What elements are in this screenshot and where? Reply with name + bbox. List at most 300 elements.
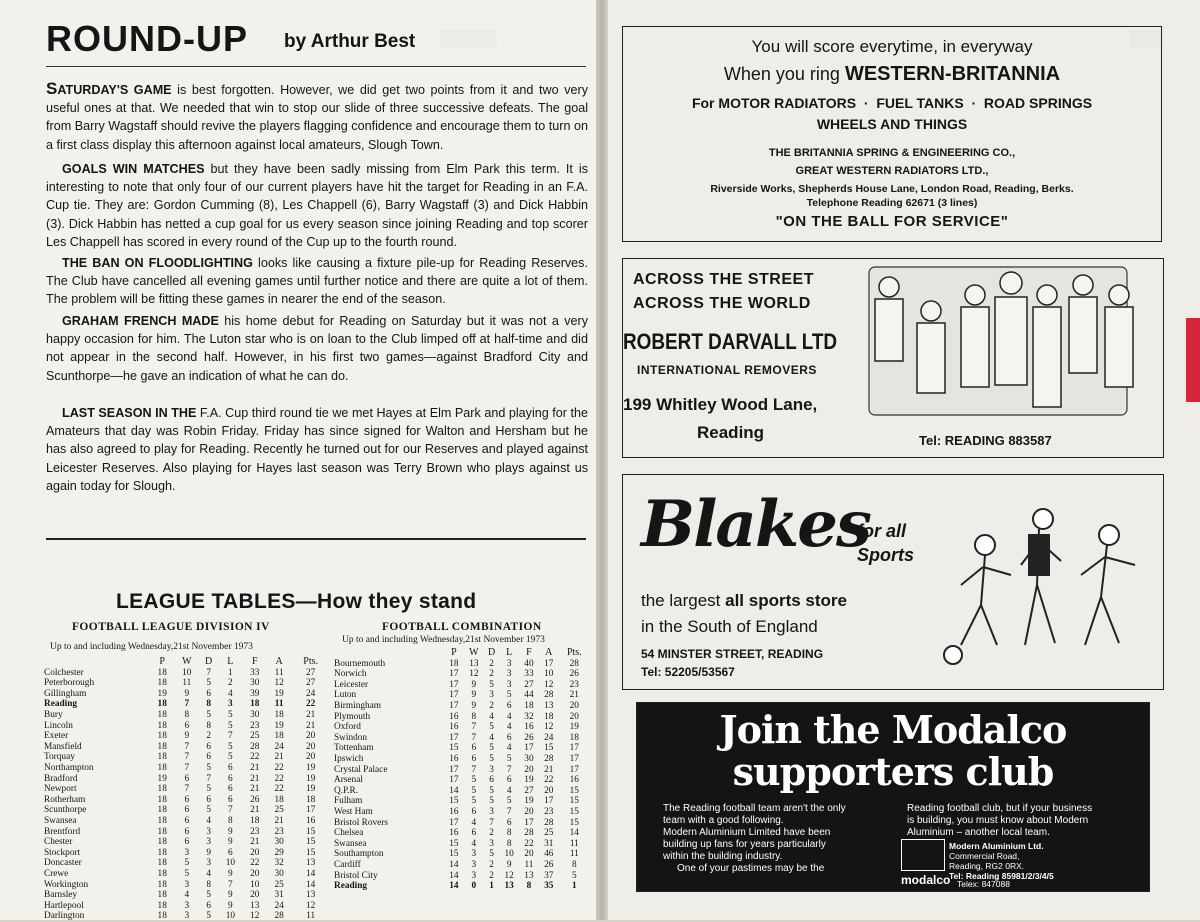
stat-cell: 6 — [471, 828, 477, 839]
roundup-byline: by Arthur Best — [284, 31, 416, 52]
team-name: Stockport — [44, 847, 81, 858]
stat-cell: 28 — [569, 658, 579, 669]
stat-cell: 18 — [274, 731, 284, 742]
stat-cell: 20 — [250, 890, 260, 901]
stat-cell: 2 — [228, 678, 233, 689]
para-text: but they have been sadly missing from Elm Park this term. It is interesting to note that only four of our current players have hit the target for Reading in an F.A. Cup tie. They are: Gordon Cumming (8), Les Chappell (6), Barry Wagstaff (3) and Dick Habbin (3). Dick Habbin has netted a cup goal for us every season since joining Reading and top scorer Les Chappell has scored in every round of the Cup up to the fourth round. — [46, 162, 588, 249]
stat-cell: 28 — [250, 741, 260, 752]
para-text: looks like causing a fixture pile-up for Reading Reserves. The Club have cancelled all evening games until further notice and there are quite a lot of them. The problem will be fitting these games in nearer the end of the season. — [46, 256, 588, 307]
stat-cell: 23 — [544, 806, 554, 817]
stat-cell: 18 — [274, 710, 284, 721]
team-name: Birmingham — [334, 701, 381, 712]
stat-cell: 18 — [157, 678, 167, 689]
stat-cell: 8 — [506, 828, 512, 839]
ad-text: the largest — [641, 591, 721, 610]
stat-cell: 15 — [569, 806, 579, 817]
col-header: F — [251, 656, 258, 668]
stat-cell: 5 — [506, 753, 512, 764]
stat-cell: 2 — [206, 731, 211, 742]
table-row — [44, 731, 330, 742]
stat-cell: 3 — [184, 900, 190, 911]
stat-cell: 26 — [544, 859, 554, 870]
stat-cell: 9 — [228, 837, 233, 848]
stat-cell: 13 — [524, 870, 534, 881]
roundup-para-4 — [46, 312, 588, 385]
stat-cell: 5 — [206, 890, 211, 901]
stat-cell: 15 — [544, 743, 554, 754]
stat-cell: 11 — [524, 859, 534, 870]
stat-cell: 6 — [184, 826, 190, 837]
stat-cell: 5 — [489, 722, 494, 733]
stat-cell: 14 — [449, 881, 459, 892]
stat-cell: 13 — [306, 858, 316, 869]
modalco-headline: Join the Modalco — [719, 707, 1067, 752]
stat-cell: 8 — [506, 838, 512, 849]
team-name: Q.P.R. — [334, 785, 359, 796]
western-britannia-ad — [622, 26, 1165, 242]
col-header: W — [469, 647, 479, 659]
stat-cell: 17 — [449, 775, 459, 786]
table-row — [334, 765, 590, 776]
ad-text: FUEL TANKS — [876, 95, 964, 111]
table-row — [44, 837, 330, 848]
stat-cell: 3 — [489, 690, 494, 701]
stat-cell: 19 — [306, 784, 316, 795]
ad-line: for all — [857, 521, 907, 541]
stat-cell: 26 — [250, 794, 260, 805]
stat-cell: 21 — [250, 805, 260, 816]
stat-cell: 20 — [569, 711, 579, 722]
blakes-ad — [622, 474, 1164, 690]
ad-line — [623, 63, 1161, 86]
stat-cell: 11 — [182, 678, 192, 689]
stat-cell: 30 — [274, 868, 284, 879]
stat-cell: 22 — [274, 773, 284, 784]
stat-cell: 16 — [449, 828, 459, 839]
team-name: Oxford — [334, 722, 361, 733]
team-name: Plymouth — [334, 711, 371, 722]
stat-cell: 18 — [157, 720, 167, 731]
stat-cell: 5 — [206, 678, 211, 689]
stat-cell: 15 — [449, 743, 459, 754]
stat-cell: 37 — [544, 870, 554, 881]
stat-cell: 4 — [471, 817, 477, 828]
stat-cell: 28 — [544, 690, 554, 701]
stat-cell: 16 — [524, 722, 534, 733]
col-header: A — [545, 647, 553, 659]
stat-cell: 10 — [504, 849, 514, 860]
roundup-para-5 — [46, 404, 588, 495]
ad-line: INTERNATIONAL REMOVERS — [637, 363, 817, 377]
stat-cell: 3 — [206, 837, 211, 848]
roundup-para-2 — [46, 160, 588, 251]
stat-cell: 2 — [489, 859, 494, 870]
stat-cell: 18 — [157, 762, 167, 773]
modalco-logo: modalco — [901, 873, 951, 887]
table-row — [334, 839, 590, 850]
stat-cell: 20 — [524, 849, 534, 860]
stat-cell: 12 — [250, 911, 260, 922]
ad-line: ACROSS THE STREET — [633, 271, 814, 288]
table-row — [44, 752, 330, 763]
table-row — [44, 721, 330, 732]
stat-cell: 6 — [471, 753, 477, 764]
stat-cell: 14 — [306, 879, 316, 890]
company-name: ROBERT DARVALL LTD — [623, 329, 838, 354]
telex: Telex: 847088 — [957, 879, 1010, 889]
table-row — [44, 879, 330, 890]
team-name: Northampton — [44, 762, 94, 773]
stat-cell: 19 — [306, 762, 316, 773]
ad-phone: Tel: Reading 85981/2/3/4/5 — [949, 871, 1054, 881]
ad-line: Telephone Reading 62671 (3 lines) — [806, 197, 978, 209]
stat-cell: 2 — [489, 669, 494, 680]
ad-text: ROAD SPRINGS — [983, 95, 1093, 111]
copy-line: within the building industry. — [663, 851, 783, 862]
col-header: P — [451, 647, 457, 659]
stat-cell: 29 — [274, 847, 284, 858]
stat-cell: 6 — [228, 762, 233, 773]
stat-cell: 5 — [471, 796, 477, 807]
stat-cell: 21 — [306, 710, 316, 721]
table-row — [44, 901, 330, 912]
team-name: Swindon — [334, 732, 368, 743]
table-row — [44, 784, 330, 795]
stat-cell: 25 — [274, 805, 284, 816]
stat-cell: 39 — [250, 688, 260, 699]
stat-cell: 10 — [250, 879, 260, 890]
stat-cell: 21 — [274, 752, 284, 763]
table-row — [334, 786, 590, 797]
stat-cell: 18 — [157, 858, 167, 869]
stat-cell: 12 — [274, 678, 284, 689]
stat-cell: 4 — [206, 815, 211, 826]
table-row — [44, 699, 330, 710]
team-name: Ipswich — [334, 753, 364, 764]
stat-cell: 8 — [206, 879, 211, 890]
table-row — [334, 807, 590, 818]
ad-phone: Tel: 52205/53567 — [641, 665, 735, 679]
stat-cell: 25 — [544, 828, 554, 839]
stat-cell: 9 — [471, 679, 477, 690]
stat-cell: 5 — [489, 753, 494, 764]
copy-line: Aluminium – another local team. — [907, 827, 1050, 838]
ad-line — [641, 591, 847, 611]
stat-cell: 15 — [306, 826, 316, 837]
stat-cell: 16 — [569, 775, 579, 786]
col-header: F — [526, 647, 532, 659]
team-name: Hartlepool — [44, 900, 84, 911]
stat-cell: 13 — [469, 658, 479, 669]
stat-cell: 3 — [184, 879, 190, 890]
stat-cell: 3 — [184, 847, 190, 858]
stat-cell: 21 — [250, 762, 260, 773]
team-name: Workington — [44, 879, 89, 890]
stat-cell: 32 — [524, 711, 534, 722]
div4-subtitle: Up to and including Wednesday,21st November 1973 — [50, 642, 253, 652]
stat-cell: 18 — [157, 868, 167, 879]
stat-cell: 30 — [524, 753, 534, 764]
stat-cell: 21 — [569, 690, 579, 701]
stat-cell: 17 — [306, 805, 316, 816]
stat-cell: 13 — [250, 900, 260, 911]
stat-cell: 1 — [228, 667, 233, 678]
stat-cell: 12 — [544, 679, 554, 690]
stat-cell: 6 — [471, 806, 477, 817]
roundup-title: ROUND-UP — [46, 18, 248, 59]
stat-cell: 8 — [184, 710, 190, 721]
stat-cell: 4 — [228, 688, 233, 699]
stat-cell: 10 — [544, 669, 554, 680]
stat-cell: 14 — [449, 870, 459, 881]
stat-cell: 17 — [449, 679, 459, 690]
stat-cell: 27 — [524, 785, 534, 796]
stat-cell: 7 — [228, 879, 233, 890]
stat-cell: 22 — [250, 858, 260, 869]
stat-cell: 7 — [471, 732, 477, 743]
stat-cell: 6 — [184, 837, 190, 848]
stat-cell: 4 — [506, 785, 512, 796]
stat-cell: 7 — [471, 764, 477, 775]
stat-cell: 21 — [250, 773, 260, 784]
modalco-logo-mark — [901, 839, 945, 871]
stat-cell: 8 — [206, 720, 211, 731]
team-name: Norwich — [334, 669, 367, 680]
stat-cell: 22 — [250, 752, 260, 763]
stat-cell: 5 — [571, 870, 577, 881]
stat-cell: 18 — [157, 879, 167, 890]
stat-cell: 7 — [228, 731, 233, 742]
stat-cell: 13 — [504, 881, 514, 892]
table-row — [44, 816, 330, 827]
stat-cell: 6 — [206, 741, 211, 752]
stat-cell: 4 — [489, 711, 494, 722]
combination-table — [334, 648, 590, 892]
team-name: Chester — [44, 837, 73, 848]
footballers-illustration — [931, 505, 1151, 675]
stat-cell: 14 — [449, 859, 459, 870]
stat-cell: 19 — [157, 688, 167, 699]
stat-cell: 18 — [250, 699, 260, 710]
stat-cell: 19 — [274, 688, 284, 699]
stat-cell: 12 — [469, 669, 479, 680]
stat-cell: 5 — [184, 858, 190, 869]
table-row — [44, 668, 330, 679]
table-row — [334, 733, 590, 744]
team-name: Crystal Palace — [334, 764, 388, 775]
stat-cell: 3 — [471, 859, 477, 870]
team-name: Tottenham — [334, 743, 374, 754]
stat-cell: 30 — [250, 678, 260, 689]
team-name: Darlington — [44, 911, 85, 922]
team-name: Arsenal — [334, 775, 363, 786]
roundup-para-1 — [46, 80, 588, 154]
copy-line: Reading football club, but if your business — [907, 803, 1093, 814]
combination-subtitle: Up to and including Wednesday,21st November 1973 — [342, 635, 545, 645]
col-header: Pts. — [303, 656, 319, 668]
team-name: Bristol Rovers — [334, 817, 388, 828]
ad-text: When you ring — [723, 64, 840, 84]
stat-cell: 4 — [506, 743, 512, 754]
stat-cell: 7 — [489, 817, 494, 828]
team-name: Mansfield — [44, 741, 82, 752]
stat-cell: 6 — [506, 775, 512, 786]
stat-cell: 40 — [524, 658, 534, 669]
ad-line: For MOTOR RADIATORS · FUEL TANKS · ROAD SPRINGS — [691, 95, 1093, 111]
stat-cell: 2 — [489, 828, 494, 839]
stat-cell: 2 — [489, 658, 494, 669]
stat-cell: 18 — [157, 699, 167, 710]
team-name: Chelsea — [334, 828, 364, 839]
robert-darvall-ad — [622, 258, 1164, 458]
stat-cell: 17 — [449, 690, 459, 701]
para-text: his home debut for Reading on Saturday but it was not a very happy occasion for him. The Luton star who is on loan to the Club limped off at half-time and did not appear in the second half. However, in his first two games—against Bradford City and Scunthorpe—he gave an indication of what he can do. — [46, 314, 588, 383]
table-row — [334, 818, 590, 829]
stat-cell: 22 — [306, 699, 316, 710]
stat-cell: 17 — [569, 764, 579, 775]
stat-cell: 18 — [274, 794, 284, 805]
stat-cell: 18 — [569, 732, 579, 743]
stat-cell: 18 — [250, 815, 260, 826]
team-name: Gillingham — [44, 688, 87, 699]
stat-cell: 2 — [489, 870, 494, 881]
col-header: W — [182, 656, 192, 668]
section-rule — [46, 538, 586, 540]
stat-cell: 15 — [569, 785, 579, 796]
stat-cell: 4 — [489, 732, 494, 743]
table-row — [334, 712, 590, 723]
stat-cell: 5 — [489, 785, 494, 796]
stat-cell: 21 — [274, 815, 284, 826]
stat-cell: 13 — [544, 701, 554, 712]
stat-cell: 26 — [524, 732, 534, 743]
stat-cell: 15 — [449, 796, 459, 807]
table-header-row — [44, 657, 330, 668]
stat-cell: 9 — [184, 688, 190, 699]
stat-cell: 15 — [306, 847, 316, 858]
table-row — [334, 659, 590, 670]
stat-cell: 15 — [449, 838, 459, 849]
stat-cell: 18 — [544, 711, 554, 722]
stat-cell: 3 — [506, 679, 512, 690]
stat-cell: 9 — [228, 900, 233, 911]
col-header: P — [159, 656, 165, 668]
stat-cell: 18 — [157, 815, 167, 826]
stat-cell: 3 — [489, 764, 494, 775]
blakes-logo: Blakes — [641, 487, 870, 562]
stat-cell: 5 — [489, 743, 494, 754]
stat-cell: 3 — [506, 658, 512, 669]
team-name: Newport — [44, 784, 77, 795]
stat-cell: 5 — [228, 720, 233, 731]
stat-cell: 9 — [228, 826, 233, 837]
stat-cell: 18 — [157, 667, 167, 678]
stat-cell: 14 — [569, 828, 579, 839]
stat-cell: 4 — [506, 722, 512, 733]
stat-cell: 19 — [524, 775, 534, 786]
stat-cell: 6 — [506, 701, 512, 712]
stat-cell: 18 — [157, 847, 167, 858]
table-row — [44, 858, 330, 869]
stat-cell: 2 — [489, 701, 494, 712]
combination-heading: FOOTBALL COMBINATION — [382, 621, 542, 633]
stat-cell: 5 — [489, 849, 494, 860]
stat-cell: 17 — [524, 817, 534, 828]
stat-cell: 25 — [250, 731, 260, 742]
stat-cell: 28 — [544, 817, 554, 828]
stat-cell: 17 — [449, 732, 459, 743]
stat-cell: 9 — [206, 847, 211, 858]
stat-cell: 11 — [274, 699, 284, 710]
stat-cell: 3 — [228, 699, 233, 710]
stat-cell: 27 — [306, 667, 316, 678]
stat-cell: 16 — [449, 722, 459, 733]
div4-table — [44, 657, 330, 922]
ad-address: 199 Whitley Wood Lane, — [623, 395, 818, 414]
col-header: Pts. — [566, 647, 582, 659]
stat-cell: 32 — [274, 858, 284, 869]
stat-cell: 23 — [274, 826, 284, 837]
table-row — [334, 690, 590, 701]
stat-cell: 44 — [524, 690, 534, 701]
stat-cell: 3 — [489, 806, 494, 817]
table-header-row — [334, 648, 590, 659]
stat-cell: 20 — [306, 741, 316, 752]
stat-cell: 12 — [544, 722, 554, 733]
table-row — [44, 710, 330, 721]
stat-cell: 17 — [449, 764, 459, 775]
stat-cell: 21 — [544, 764, 554, 775]
stat-cell: 4 — [471, 838, 477, 849]
stat-cell: 16 — [449, 806, 459, 817]
stat-cell: 18 — [157, 837, 167, 848]
stat-cell: 6 — [206, 752, 211, 763]
stat-cell: 19 — [306, 773, 316, 784]
stat-cell: 9 — [228, 890, 233, 901]
col-header: D — [205, 656, 213, 668]
show-through-text: ▒▒▒▒▒ — [440, 30, 497, 47]
stat-cell: 27 — [524, 679, 534, 690]
stat-cell: 9 — [506, 859, 512, 870]
team-name: Swansea — [334, 838, 367, 849]
stat-cell: 7 — [184, 699, 190, 710]
team-name: Rotherham — [44, 794, 86, 805]
stat-cell: 10 — [225, 858, 235, 869]
stat-cell: 18 — [157, 741, 167, 752]
ad-phone: Tel: READING 883587 — [919, 433, 1052, 448]
team-name: Leicester — [334, 679, 369, 690]
red-page-tab — [1186, 318, 1200, 402]
roundup-para-3 — [46, 254, 588, 309]
stat-cell: 5 — [228, 741, 233, 752]
title-rule — [46, 66, 586, 67]
stat-cell: 18 — [157, 890, 167, 901]
stat-cell: 14 — [306, 868, 316, 879]
team-name: Bury — [44, 710, 63, 721]
team-name: Peterborough — [44, 678, 95, 689]
modalco-address-block — [949, 841, 1054, 881]
team-name: Doncaster — [44, 858, 82, 869]
stat-cell: 1 — [571, 881, 577, 892]
ad-slogan: "ON THE BALL FOR SERVICE" — [775, 213, 1009, 230]
stat-cell: 8 — [471, 711, 477, 722]
stat-cell: 18 — [524, 701, 534, 712]
stat-cell: 11 — [274, 667, 284, 678]
stat-cell: 19 — [569, 722, 579, 733]
stat-cell: 5 — [206, 805, 211, 816]
div4-heading: FOOTBALL LEAGUE DIVISION IV — [72, 621, 270, 633]
stat-cell: 17 — [449, 701, 459, 712]
